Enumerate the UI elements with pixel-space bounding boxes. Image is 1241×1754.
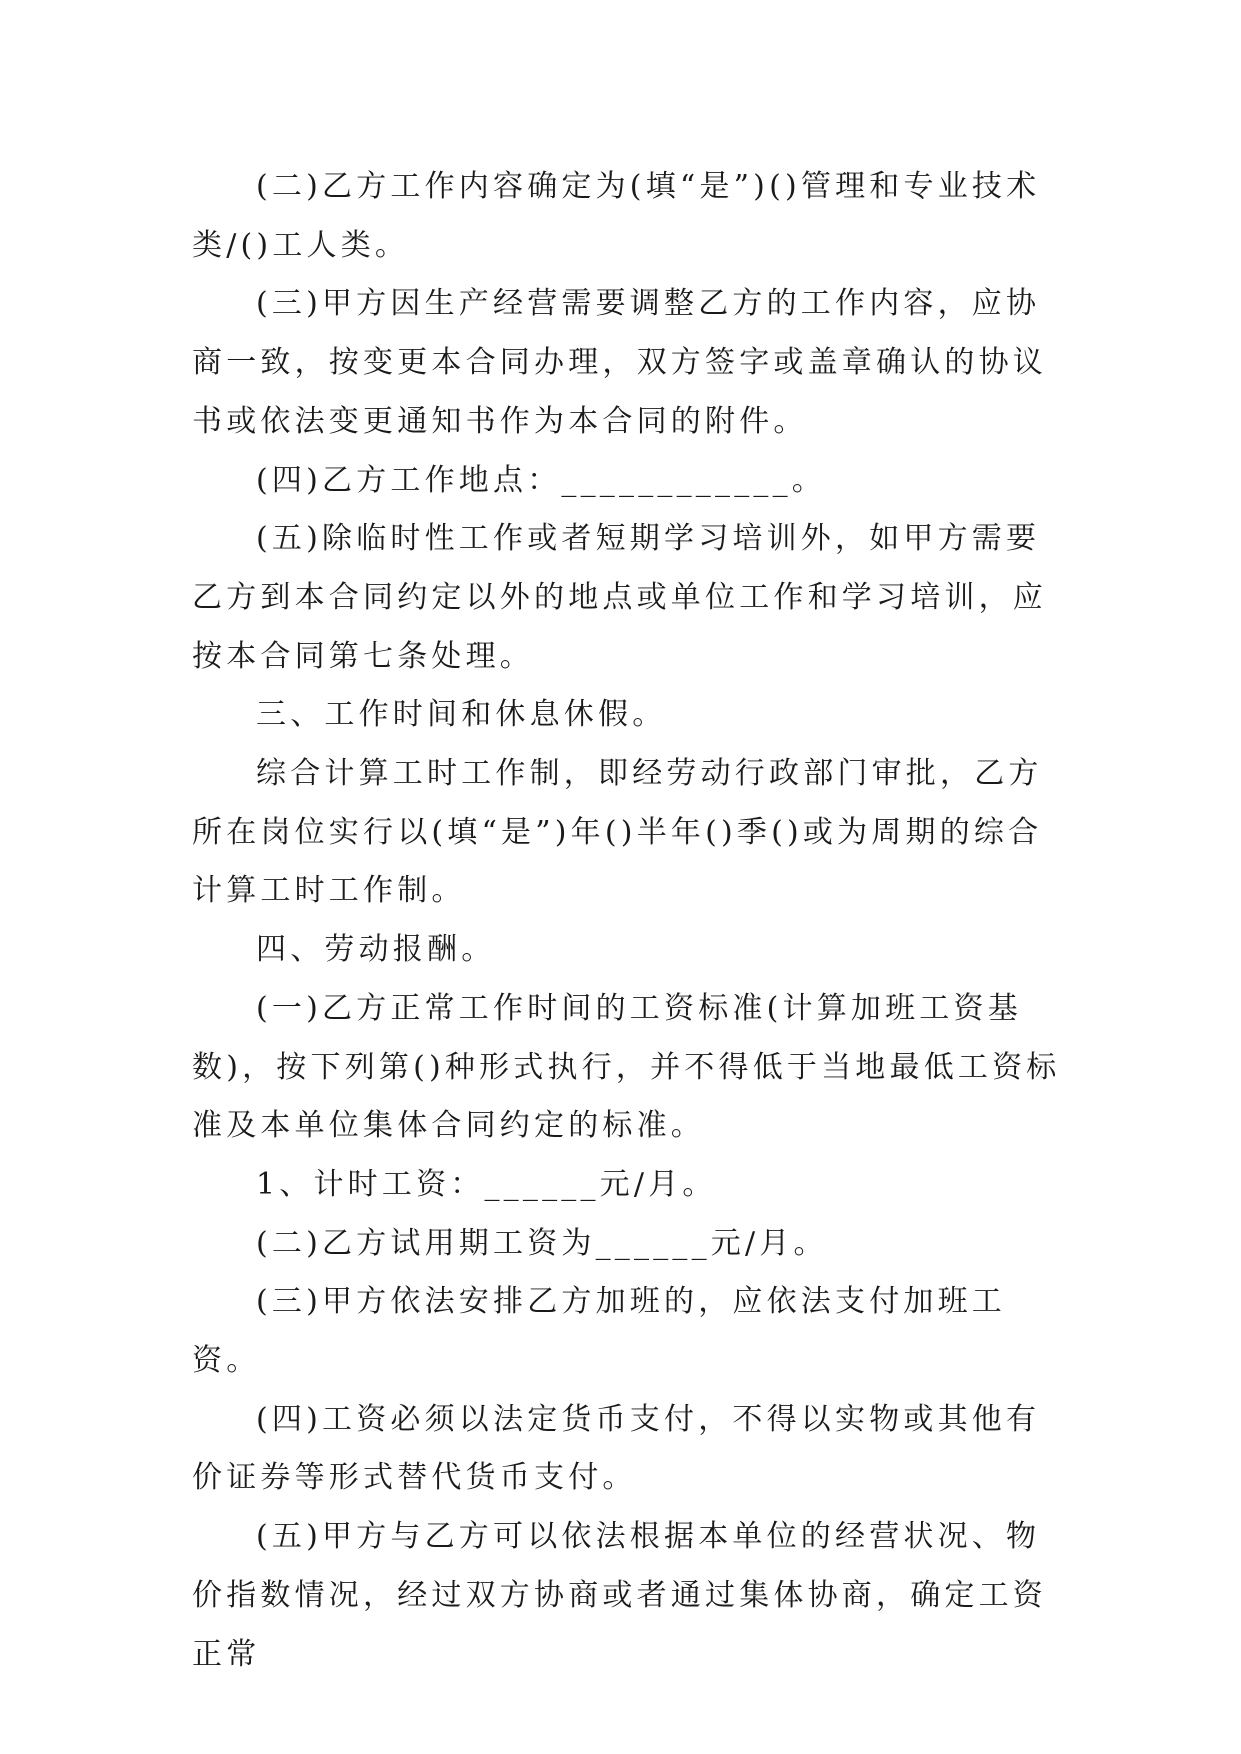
paragraph-probation-wage: (二)乙方试用期工资为______元/月。 <box>256 1225 828 1261</box>
paragraph-adjust-work: (三)甲方因生产经营需要调整乙方的工作内容，应协商一致，按变更本合同办理，双方签字或盖章确认的协议书或依法变更通知书作为本合同的附件。 <box>192 286 1047 439</box>
paragraph-work-content: (二)乙方工作内容确定为(填“是”)()管理和专业技术类/()工人类。 <box>192 169 1041 263</box>
contract-body <box>192 158 1062 1684</box>
paragraph-comprehensive-hours: 综合计算工时工作制，即经劳动行政部门审批，乙方所在岗位实行以(填“是”)年()半年()季()或为周期的综合计算工时工作制。 <box>192 756 1043 909</box>
paragraph-wage-adjustment: (五)甲方与乙方可以依法根据本单位的经营状况、物价指数情况，经过双方协商或者通过集体协商，确定工资正常 <box>192 1519 1047 1672</box>
section-heading-remuneration: 四、劳动报酬。 <box>256 932 496 968</box>
paragraph-overtime-pay: (三)甲方依法安排乙方加班的，应依法支付加班工资。 <box>192 1284 1007 1379</box>
section-heading-working-hours: 三、工作时间和休息休假。 <box>256 697 667 733</box>
paragraph-work-location: (四)乙方工作地点：____________。 <box>256 462 827 498</box>
paragraph-hourly-wage: 1、计时工资：______元/月。 <box>256 1166 717 1202</box>
paragraph-legal-currency: (四)工资必须以法定货币支付，不得以实物或其他有价证券等形式替代货币支付。 <box>192 1401 1041 1496</box>
paragraph-wage-standard: (一)乙方正常工作时间的工资标准(计算加班工资基数)，按下列第()种形式执行，并不得低于当地最低工资标准及本单位集体合同约定的标准。 <box>192 990 1061 1144</box>
paragraph-training: (五)除临时性工作或者短期学习培训外，如甲方需要乙方到本合同约定以外的地点或单位工作和学习培训，应按本合同第七条处理。 <box>192 521 1047 674</box>
